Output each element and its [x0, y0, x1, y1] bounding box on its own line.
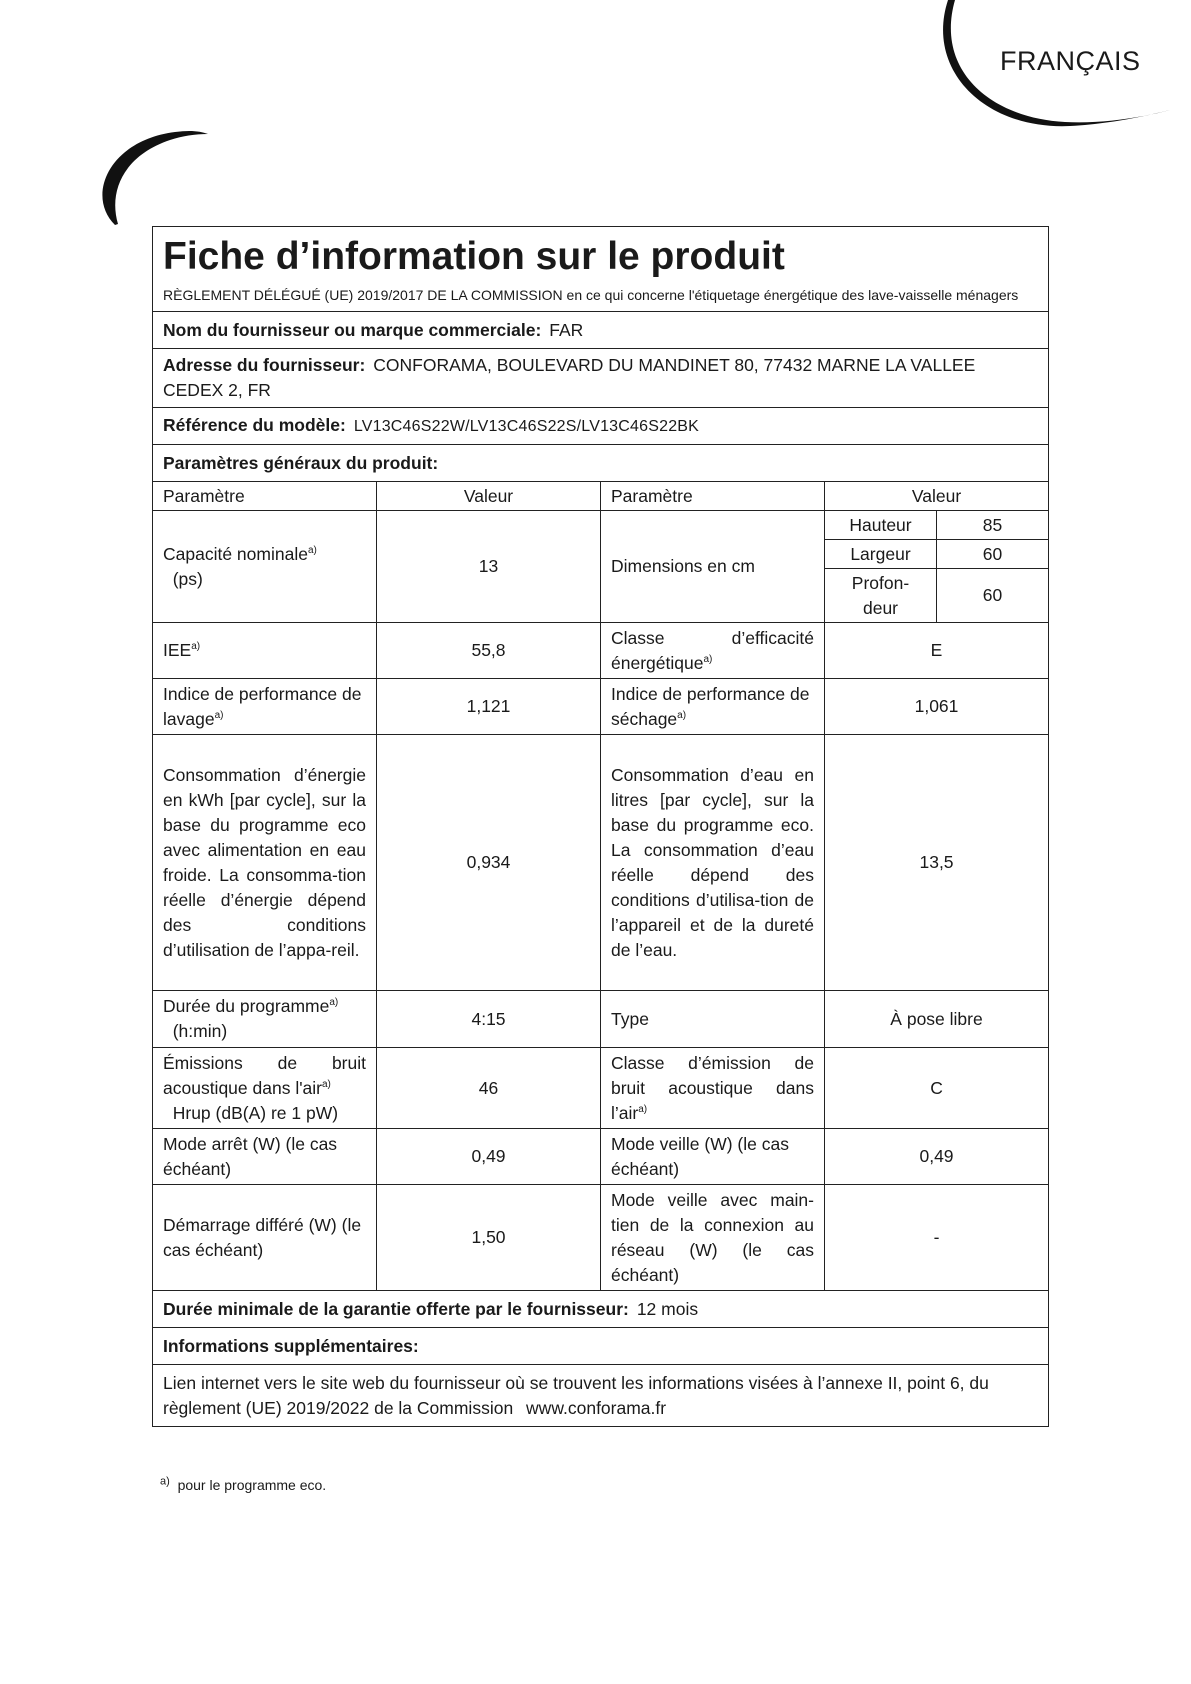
warranty-row [153, 1291, 1049, 1328]
dimensions-label: Dimensions en cm [601, 511, 825, 623]
address-label: Adresse du fournisseur: [163, 355, 366, 375]
noise-label: Émissions de bruit acoustique dans l'air [163, 1052, 366, 1098]
footnote-text: pour le programme eco. [177, 1477, 327, 1493]
capacity-value: 13 [377, 511, 601, 623]
duration-label: Durée du programme [163, 996, 330, 1016]
header-cell [153, 227, 1049, 312]
duration-value: 4:15 [377, 991, 601, 1048]
noise-value: 46 [377, 1048, 601, 1129]
height-label: Hauteur [825, 511, 937, 540]
noise-class-footnote-mark: a) [638, 1103, 648, 1115]
standby-label: Mode veille (W) (le cas échéant) [601, 1129, 825, 1185]
water-consumption-label: Consommation d’eau en litres [par cycle], sur la base du programme eco. La consommation d’eau réelle dépend des conditions d’utilisa-tion de l’appareil et de la dureté de l’eau. [601, 735, 825, 991]
duration-label-cell [153, 991, 377, 1048]
noise-class-label: Classe d’émission de bruit acoustique dans l’air [611, 1052, 814, 1123]
iee-label: IEE [163, 640, 192, 660]
width-label: Largeur [825, 540, 937, 569]
dry-index-label: Indice de performance de séchage [611, 683, 810, 729]
energy-consumption-label: Consommation d’énergie en kWh [par cycle], sur la base du programme eco avec alimentation en eau froide. La consomma-tion réelle d’énergie dépend des conditions d’utilisation de l’appa-reil. [153, 735, 377, 991]
energy-class-label-cell [601, 623, 825, 679]
language-tab: FRANÇAIS [1000, 46, 1141, 76]
dry-index-value: 1,061 [825, 679, 1049, 735]
dry-index-footnote-mark: a) [677, 709, 687, 721]
duration-footnote-mark: a) [329, 997, 339, 1009]
depth-label: Profon-deur [825, 569, 937, 623]
noise-class-value: C [825, 1048, 1049, 1129]
depth-value: 60 [937, 569, 1049, 623]
noise-class-label-cell [601, 1048, 825, 1129]
additional-info-heading: Informations supplémentaires: [153, 1328, 1049, 1365]
header-value-1: Valeur [377, 482, 601, 511]
networked-standby-label: Mode veille avec main-tien de la connexion au réseau (W) (le cas échéant) [601, 1185, 825, 1291]
regulation-text: RÈGLEMENT DÉLÉGUÉ (UE) 2019/2017 DE LA COMMISSION en ce qui concerne l'étiquetage énergétique des lave-vaisselle ménagers [163, 287, 1019, 303]
off-mode-value: 0,49 [377, 1129, 601, 1185]
page-title: Fiche d’information sur le produit [163, 235, 785, 278]
weblink-text: Lien internet vers le site web du fournisseur où se trouvent les informations visées à l’annexe II, point 6, du règlement (UE) 2019/2022 de la Commission [163, 1372, 989, 1418]
dry-index-label-cell [601, 679, 825, 735]
standby-value: 0,49 [825, 1129, 1049, 1185]
weblink-row [153, 1365, 1049, 1427]
delay-start-value: 1,50 [377, 1185, 601, 1291]
wash-index-value: 1,121 [377, 679, 601, 735]
energy-class-value: E [825, 623, 1049, 679]
iee-footnote-mark: a) [191, 641, 201, 653]
model-label: Référence du modèle: [163, 415, 346, 435]
noise-label-cell [153, 1048, 377, 1129]
type-value: À pose libre [825, 991, 1049, 1048]
water-consumption-value: 13,5 [825, 735, 1049, 991]
duration-unit: (h:min) [172, 1021, 228, 1041]
delay-start-label: Démarrage différé (W) (le cas échéant) [153, 1185, 377, 1291]
wash-index-label-cell [153, 679, 377, 735]
header-param-2: Paramètre [601, 482, 825, 511]
wash-index-footnote-mark: a) [214, 709, 224, 721]
general-params-heading: Paramètres généraux du produit: [153, 445, 1049, 482]
supplier-row [153, 312, 1049, 349]
warranty-label: Durée minimale de la garantie offerte par le fournisseur: [163, 1298, 629, 1319]
wash-index-label: Indice de performance de lavage [163, 683, 362, 729]
address-row [153, 349, 1049, 408]
header-param-1: Paramètre [153, 482, 377, 511]
capacity-label-cell [153, 511, 377, 623]
capacity-footnote-mark: a) [307, 544, 317, 556]
left-swoosh [102, 131, 208, 225]
footnote [160, 1477, 326, 1493]
supplier-label: Nom du fournisseur ou marque commerciale: [163, 319, 542, 340]
supplier-value: FAR [549, 319, 584, 340]
address-value: CONFORAMA, BOULEVARD DU MANDINET 80, 77432 MARNE LA VALLEE CEDEX 2, FR [163, 355, 976, 400]
width-value: 60 [937, 540, 1049, 569]
capacity-label: Capacité nominale [163, 543, 308, 564]
off-mode-label: Mode arrêt (W) (le cas échéant) [153, 1129, 377, 1185]
warranty-value: 12 mois [636, 1298, 699, 1319]
energy-consumption-value: 0,934 [377, 735, 601, 991]
noise-footnote-mark: a) [322, 1078, 331, 1090]
energy-class-label: Classe d’efficacité énergétique [611, 627, 814, 673]
model-row [153, 408, 1049, 445]
height-value: 85 [937, 511, 1049, 540]
iee-value: 55,8 [377, 623, 601, 679]
header-value-2: Valeur [825, 482, 1049, 511]
noise-unit: Hrup (dB(A) re 1 pW) [172, 1102, 339, 1123]
capacity-unit: (ps) [172, 568, 203, 589]
type-label: Type [601, 991, 825, 1048]
product-information-sheet [152, 226, 1049, 1427]
footnote-mark: a) [160, 1475, 170, 1488]
networked-standby-value: - [825, 1185, 1049, 1291]
energy-class-footnote-mark: a) [703, 653, 713, 665]
supplier-website-link[interactable]: www.conforama.fr [526, 1397, 667, 1418]
iee-label-cell [153, 623, 377, 679]
model-value: LV13C46S22W/LV13C46S22S/LV13C46S22BK [353, 418, 700, 435]
